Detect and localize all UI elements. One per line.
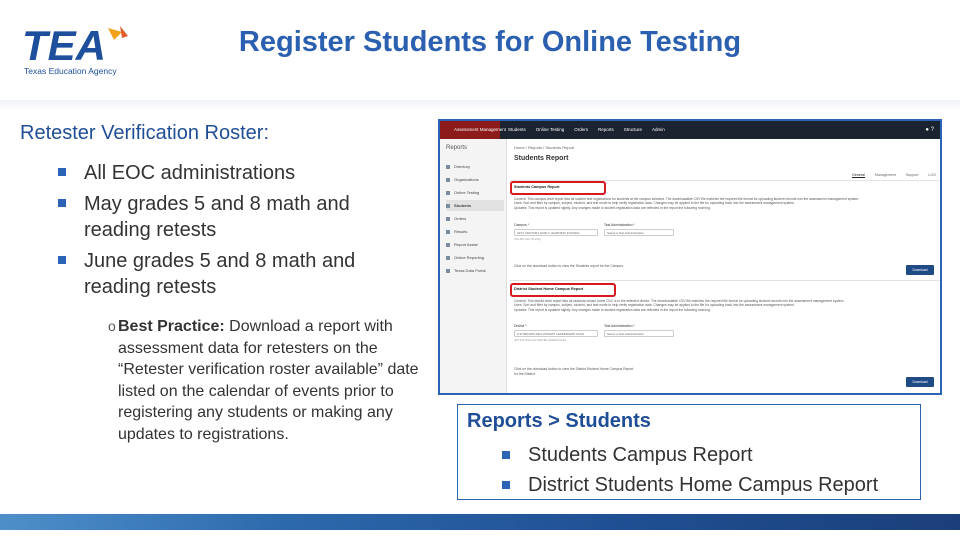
app-brand[interactable]: Assessment Management xyxy=(440,121,500,139)
help-icon[interactable]: ? xyxy=(930,127,934,133)
app-top-bar xyxy=(440,121,940,139)
campus-report-title[interactable]: Students Campus Report xyxy=(514,185,560,189)
sidebar-item-online-reporting[interactable]: Online Reporting xyxy=(446,252,504,263)
nav-online-testing[interactable]: Online Testing xyxy=(535,127,565,132)
callout-title: Reports > Students xyxy=(467,410,651,432)
footer-bar xyxy=(0,514,960,530)
top-icons xyxy=(925,121,934,139)
square-bullet-icon xyxy=(58,199,66,207)
students-icon xyxy=(446,204,450,208)
nav-orders[interactable]: Orders xyxy=(574,127,588,132)
section-title: Retester Verification Roster: xyxy=(20,122,269,144)
bullet-item: June grades 5 and 8 math and reading retests xyxy=(58,248,398,300)
district-report-title[interactable]: District Student Home Campus Report xyxy=(514,287,584,291)
sidebar-item-students[interactable]: Students xyxy=(446,200,504,211)
footer-strip xyxy=(0,530,960,540)
square-bullet-icon xyxy=(58,256,66,264)
reports-students-callout xyxy=(457,404,921,500)
bullet-item: All EOC administrations xyxy=(58,160,398,186)
square-bullet-icon xyxy=(502,481,510,489)
best-practice-note xyxy=(108,316,428,446)
sidebar-item-texas-data-portal[interactable]: Texas Data Portal xyxy=(446,265,504,276)
circle-bullet-icon: o xyxy=(108,318,116,334)
campus-input[interactable]: 21ST CENTURY EARLY LEARNING FOUNDA xyxy=(514,229,598,236)
page-title: Register Students for Online Testing xyxy=(238,26,742,58)
online-reporting-icon xyxy=(446,256,450,260)
campus-hint: (101-867-001 (IN-143)) xyxy=(514,238,541,241)
callout-item: District Students Home Campus Report xyxy=(502,470,878,500)
tab-management[interactable]: Management xyxy=(874,173,896,177)
breadcrumb: Home / Reports / Students Report xyxy=(514,145,575,150)
sidebar-title: Reports xyxy=(446,145,468,151)
report-main xyxy=(506,139,940,393)
nav-admin[interactable]: Admin xyxy=(652,127,665,132)
campus-report-description: Content: This campus-level report lists all student test registrations for students at the campus selected. The downloadable CSV file matches the required file format for uploading student records into the assessment management system. Uses: Sort and filter by campus, subject, student, and test mode to help verify registration data. Changes may be applied to the file for uploading back into the assessment management system. Updates: This report is updated nightly. Any changes made to student registration data are reflected in the report the following morning. xyxy=(514,197,860,210)
callout-item: Students Campus Report xyxy=(502,440,878,470)
data-portal-icon xyxy=(446,269,450,273)
nav-reports[interactable]: Reports xyxy=(597,127,614,132)
report-sidebar xyxy=(440,139,507,393)
sidebar-item-results[interactable]: Results xyxy=(446,226,504,237)
report-tabs xyxy=(852,173,936,178)
district-input[interactable]: A W BROWN-FELLOWSHIP LEADERSHIP ACAD xyxy=(514,330,598,337)
campus-test-admin-label: Test Administration * xyxy=(604,223,635,227)
district-hint: (057-816 (DALLAS CENTER-GREENVILLE)) xyxy=(514,339,567,342)
campus-label: Campus * xyxy=(514,223,529,227)
top-nav xyxy=(508,121,665,139)
organizations-icon xyxy=(446,178,450,182)
tab-support[interactable]: Support xyxy=(905,173,919,177)
sidebar-item-organizations[interactable]: Organizations xyxy=(446,174,504,185)
campus-download-note: Click on the download button to view the Students report for the Campus. xyxy=(514,264,624,268)
district-test-admin-label: Test Administration * xyxy=(604,324,635,328)
district-download-note: Click on the download button to view the District Student Home Campus Report for the District. xyxy=(514,367,634,376)
district-test-admin-select[interactable]: Select a Test Administration xyxy=(604,330,674,337)
campus-test-admin-select[interactable]: Select a Test Administration xyxy=(604,229,674,236)
tab-general[interactable]: General xyxy=(852,173,865,177)
district-report-description: Content: This district-level report lists all students whose home CDC is in the selected district. The downloadable CSV file matches the required file format for uploading student records into the assessment management system. Uses: Sort and filter by campus, subject, student, and test mode to help verify registration data. Changes may be applied to the file for uploading back into the assessment management system. Updates: This report is updated nightly. Any changes made to student registration data are reflected in the report the following morning. xyxy=(514,299,845,312)
svg-text:Texas Education Agency: Texas Education Agency xyxy=(24,66,117,76)
tab-log[interactable]: LOG xyxy=(928,173,936,177)
nav-students[interactable]: Students xyxy=(508,127,526,132)
campus-download-button[interactable]: Download xyxy=(906,265,934,275)
bullet-item: May grades 5 and 8 math and reading retests xyxy=(58,191,398,243)
directory-icon xyxy=(446,165,450,169)
header-divider xyxy=(0,100,960,110)
best-practice-label: Best Practice: xyxy=(118,318,225,335)
district-label: District * xyxy=(514,324,527,328)
tea-logo xyxy=(22,22,132,78)
sidebar-item-orders[interactable]: Orders xyxy=(446,213,504,224)
user-icon[interactable]: ● xyxy=(925,127,929,133)
sidebar-item-online-testing[interactable]: Online Testing xyxy=(446,187,504,198)
report-page-title: Students Report xyxy=(514,155,569,162)
online-testing-icon xyxy=(446,191,450,195)
report-assist-icon xyxy=(446,243,450,247)
callout-list xyxy=(502,440,878,500)
sidebar-item-directory[interactable]: Directory xyxy=(446,161,504,172)
divider xyxy=(510,280,940,281)
square-bullet-icon xyxy=(58,168,66,176)
results-icon xyxy=(446,230,450,234)
square-bullet-icon xyxy=(502,451,510,459)
nav-structure[interactable]: Structure xyxy=(623,127,642,132)
orders-icon xyxy=(446,217,450,221)
sidebar-item-report-assist[interactable]: Report Assist xyxy=(446,239,504,250)
bullet-list xyxy=(58,160,398,305)
students-report-screenshot xyxy=(438,119,942,395)
slide-header xyxy=(0,0,960,100)
best-practice-text: Download a report with assessment data for retesters on the “Retester verification roster available” date listed on the calendar of events prior to registering any students or making any updates to registrations. xyxy=(118,318,419,443)
district-download-button[interactable]: Download xyxy=(906,377,934,387)
svg-text:TEA: TEA xyxy=(22,22,106,69)
